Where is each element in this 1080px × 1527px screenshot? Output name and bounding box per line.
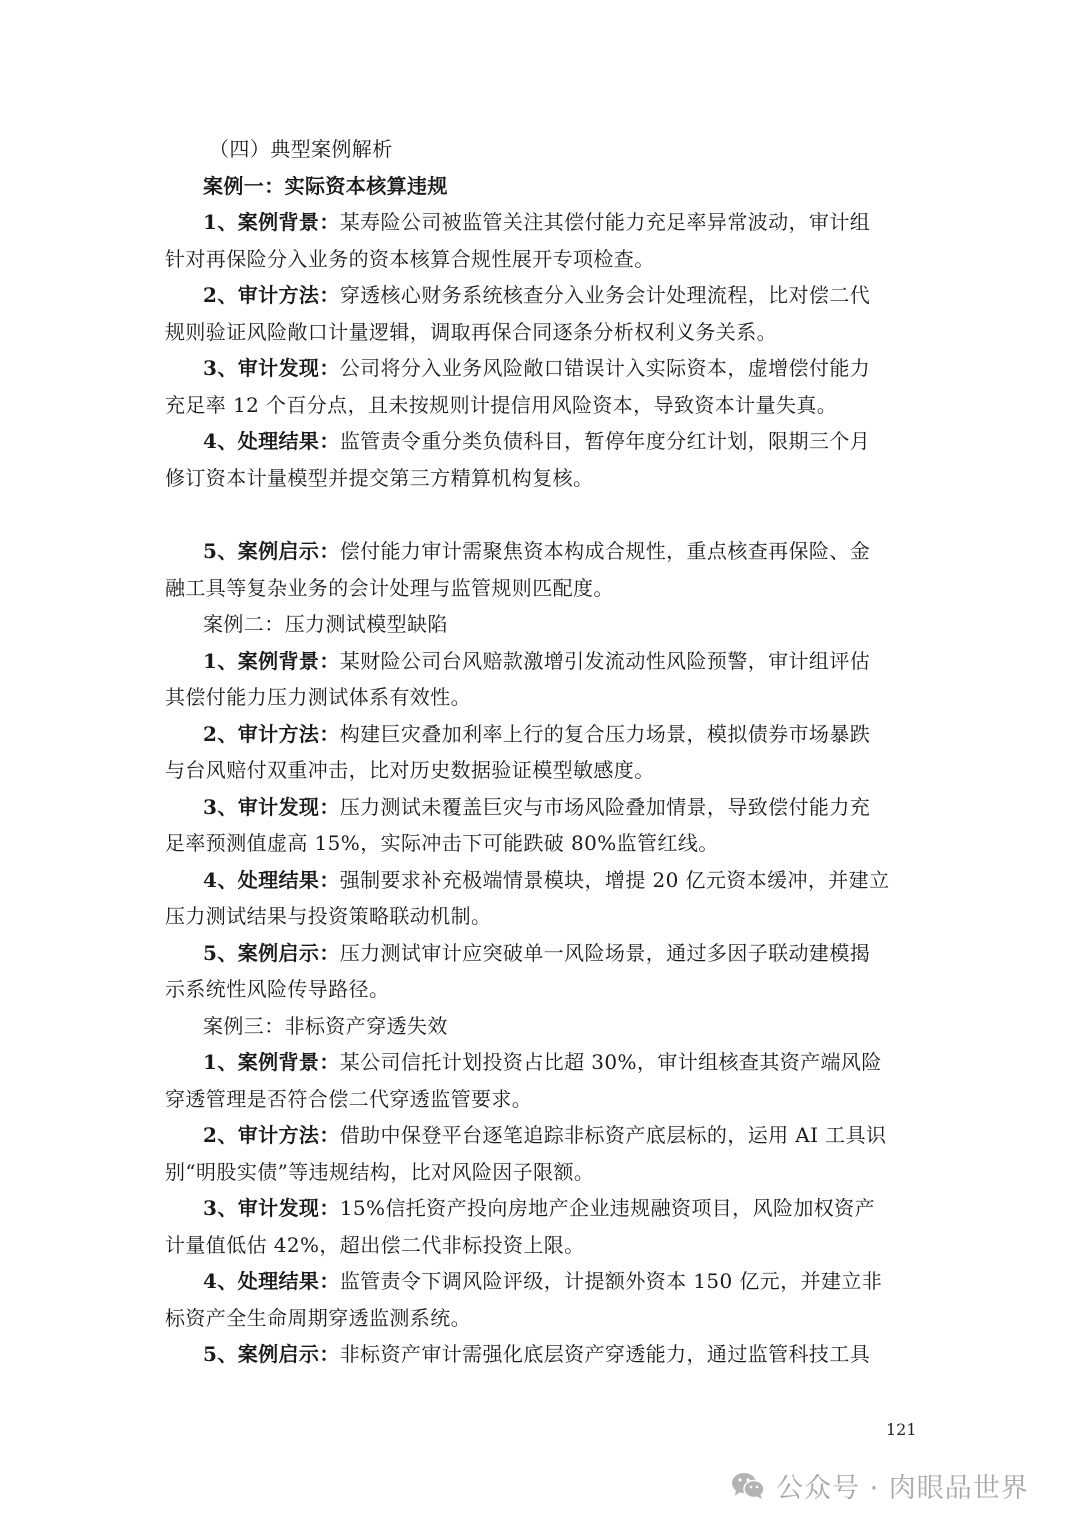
- watermark-text: 公众号 · 肉眼品世界: [776, 1473, 1029, 1504]
- case-title: 案例一：实际资本核算违规: [203, 173, 448, 198]
- item-text: 偿付能力审计需聚焦资本构成合规性，重点核查再保险、金: [339, 539, 871, 563]
- case-paragraph-line: [165, 716, 917, 753]
- case-title: 案例三：非标资产穿透失效: [203, 1013, 448, 1038]
- item-label: 2、审计方法：: [203, 283, 340, 307]
- item-text: 监管责令下调风险评级，计提额外资本 150 亿元，并建立非: [339, 1269, 883, 1293]
- case-paragraph-line: 穿透管理是否符合偿二代穿透监管要求。: [165, 1086, 533, 1111]
- item-text: 某财险公司台风赔款激增引发流动性风险预警，审计组评估: [339, 648, 871, 673]
- page-content: [165, 131, 917, 1373]
- case-paragraph-line: 标资产全生命周期穿透监测系统。: [165, 1305, 471, 1330]
- case-paragraph-line: 计量值低估 42%，超出偿二代非标投资上限。: [165, 1232, 585, 1257]
- item-text: 压力测试审计应突破单一风险场景，通过多因子联动建模揭: [339, 940, 871, 965]
- item-label: 2、审计方法：: [203, 721, 340, 746]
- case-paragraph-line: [165, 423, 917, 460]
- section-heading: （四）典型案例解析: [209, 137, 393, 161]
- case-paragraph-line: 与台风赔付双重冲击，比对历史数据验证模型敏感度。: [165, 758, 655, 782]
- item-text: 某公司信托计划投资占比超 30%，审计组核查其资产端风险: [339, 1050, 882, 1074]
- item-text: 公司将分入业务风险敞口错误计入实际资本，虚增偿付能力: [339, 356, 871, 380]
- case-paragraph-line: 融工具等复杂业务的会计处理与监管规则匹配度。: [165, 575, 614, 600]
- item-text: 借助中保登平台逐笔追踪非标资产底层标的，运用 AI 工具识: [339, 1123, 887, 1147]
- case-paragraph-line: [165, 935, 917, 972]
- item-text: 15%信托资产投向房地产企业违规融资项目，风险加权资产: [339, 1196, 875, 1220]
- case-paragraph-line: [165, 789, 917, 826]
- case-paragraph-line: [165, 1117, 917, 1154]
- case-paragraph-line: 足率预测值虚高 15%，实际冲击下可能跌破 80%监管红线。: [165, 831, 719, 855]
- item-label: 1、案例背景：: [203, 210, 340, 234]
- case-paragraph-line: [165, 1044, 917, 1081]
- wechat-icon: [730, 1471, 766, 1501]
- paragraph-gap: [165, 496, 917, 533]
- case-paragraph-line: [165, 862, 917, 899]
- case-paragraph-line: 修订资本计量模型并提交第三方精算机构复核。: [165, 465, 594, 490]
- item-label: 5、案例启示：: [203, 940, 340, 965]
- case-paragraph-line: 示系统性风险传导路径。: [165, 977, 390, 1001]
- case-paragraph-line: 压力测试结果与投资策略联动机制。: [165, 904, 492, 928]
- case-paragraph-line: [165, 1336, 917, 1373]
- item-label: 2、审计方法：: [203, 1123, 340, 1147]
- case-paragraph-line: 针对再保险分入业务的资本核算合规性展开专项检查。: [165, 246, 655, 271]
- case-paragraph-line: 充足率 12 个百分点，且未按规则计提信用风险资本，导致资本计量失真。: [165, 392, 838, 417]
- item-label: 3、审计发现：: [203, 1196, 340, 1220]
- item-label: 5、案例启示：: [203, 1342, 340, 1366]
- watermark: [730, 1466, 1029, 1505]
- item-label: 5、案例启示：: [203, 539, 340, 563]
- page-number: 121: [886, 1420, 917, 1439]
- case-paragraph-line: [165, 1263, 917, 1300]
- case-paragraph-line: [165, 1190, 917, 1227]
- item-text: 压力测试未覆盖巨灾与市场风险叠加情景，导致偿付能力充: [339, 794, 871, 819]
- item-label: 3、审计发现：: [203, 794, 340, 819]
- case-title: 案例二：压力测试模型缺陷: [203, 612, 448, 636]
- case-paragraph-line: 规则验证风险敞口计量逻辑，调取再保合同逐条分析权利义务关系。: [165, 319, 777, 344]
- item-label: 1、案例背景：: [203, 648, 340, 673]
- case-paragraph-line: [165, 204, 917, 241]
- item-text: 某寿险公司被监管关注其偿付能力充足率异常波动，审计组: [339, 210, 871, 234]
- item-label: 4、处理结果：: [203, 1269, 340, 1293]
- item-label: 3、审计发现：: [203, 356, 340, 380]
- case-paragraph-line: [165, 277, 917, 314]
- item-text: 监管责令重分类负债科目，暂停年度分红计划，限期三个月: [339, 429, 871, 453]
- item-label: 4、处理结果：: [203, 867, 340, 892]
- item-text: 强制要求补充极端情景模块，增提 20 亿元资本缓冲，并建立: [339, 867, 890, 892]
- item-label: 1、案例背景：: [203, 1050, 340, 1074]
- case-paragraph-line: [165, 643, 917, 680]
- case-paragraph-line: 其偿付能力压力测试体系有效性。: [165, 685, 471, 709]
- item-text: 非标资产审计需强化底层资产穿透能力，通过监管科技工具: [339, 1342, 871, 1366]
- item-text: 构建巨灾叠加利率上行的复合压力场景，模拟债券市场暴跌: [339, 721, 871, 746]
- case-paragraph-line: [165, 533, 917, 570]
- case-paragraph-line: 别“明股实债”等违规结构，比对风险因子限额。: [165, 1159, 595, 1184]
- case-paragraph-line: [165, 350, 917, 387]
- item-text: 穿透核心财务系统核查分入业务会计处理流程，比对偿二代: [339, 283, 871, 307]
- item-label: 4、处理结果：: [203, 429, 340, 453]
